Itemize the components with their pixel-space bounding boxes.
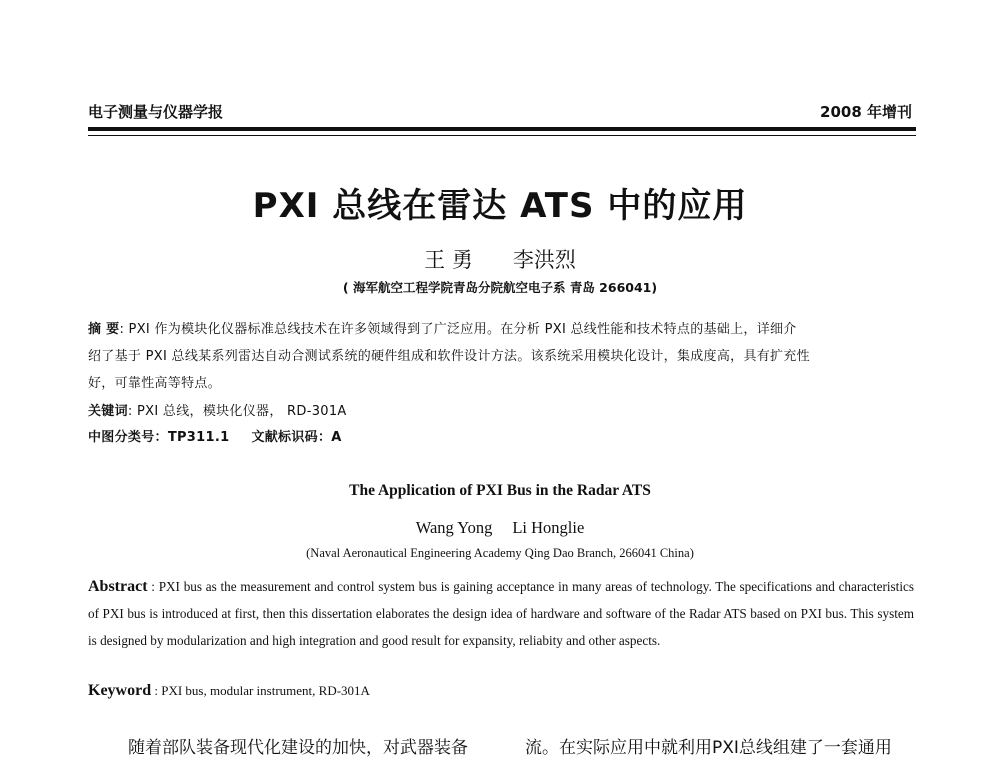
abstract-cn-line: 绍了基于 PXI 总线某系列雷达自动合测试系统的硬件组成和软件设计方法。该系统采用模块化设计，集成度高，具有扩充性: [88, 349, 810, 364]
author: Wang Yong: [415, 518, 493, 537]
english-affiliation: (Naval Aeronautical Engineering Academy Qing Dao Branch, 266041 China): [306, 546, 694, 560]
author: 王 勇: [424, 248, 473, 272]
classification-label: 中图分类号：: [88, 430, 168, 445]
abstract-text: : PXI bus as the measurement and control system bus is gaining acceptance in many areas of technology. The specifications and characteristics of PXI bus is introduced at first, then this dissertation elaborates the design idea of hardware and software of the Radar ATS based on PXI bus. This system is designed by modularization and high integration and good result for expansity, reliabity and other aspects.: [88, 579, 914, 648]
keyword-text: : PXI bus, modular instrument, RD-301A: [151, 683, 370, 698]
body-left-column-line: 随着部队装备现代化建设的加快，对武器装备: [128, 738, 468, 758]
english-keywords: [88, 682, 370, 700]
doc-code-value: A: [331, 430, 342, 445]
keywords-cn: [88, 400, 347, 419]
classification-value: TP311.1: [167, 430, 230, 445]
keywords-cn-label: 关键词: [88, 404, 128, 419]
abstract-label: Abstract: [88, 578, 148, 595]
english-title: The Application of PXI Bus in the Radar ATS: [349, 482, 651, 499]
keyword-label: Keyword: [88, 682, 152, 699]
page-title: PXI 总线在雷达 ATS 中的应用: [252, 186, 748, 226]
abstract-cn-label: 摘 要: [88, 322, 120, 337]
body-right-column-line: 流。在实际应用中就利用PXI总线组建了一套通用: [525, 738, 892, 758]
affiliation: ( 海军航空工程学院青岛分院航空电子系 青岛 266041): [342, 280, 658, 295]
classification: [88, 426, 342, 445]
journal-name: 电子测量与仪器学报: [88, 103, 224, 121]
header-rule-thick: [88, 127, 916, 131]
authors: [0, 244, 1000, 274]
abstract-cn-line: 好，可靠性高等特点。: [88, 376, 222, 391]
header-rule-thin: [88, 135, 916, 136]
author: 李洪烈: [512, 248, 576, 272]
author: Li Honglie: [512, 518, 585, 537]
issue-label: 2008 年增刊: [820, 103, 912, 121]
english-abstract: [88, 573, 914, 654]
english-authors: [0, 518, 1000, 538]
abstract-cn-line: [88, 318, 797, 337]
abstract-cn-text: : PXI 作为模块化仪器标准总线技术在许多领域得到了广泛应用。在分析 PXI 总线性能和技术特点的基础上，详细介: [119, 322, 797, 337]
keywords-cn-text: : PXI 总线，模块化仪器， RD-301A: [127, 404, 347, 419]
doc-code-label: 文献标识码：: [251, 430, 332, 445]
